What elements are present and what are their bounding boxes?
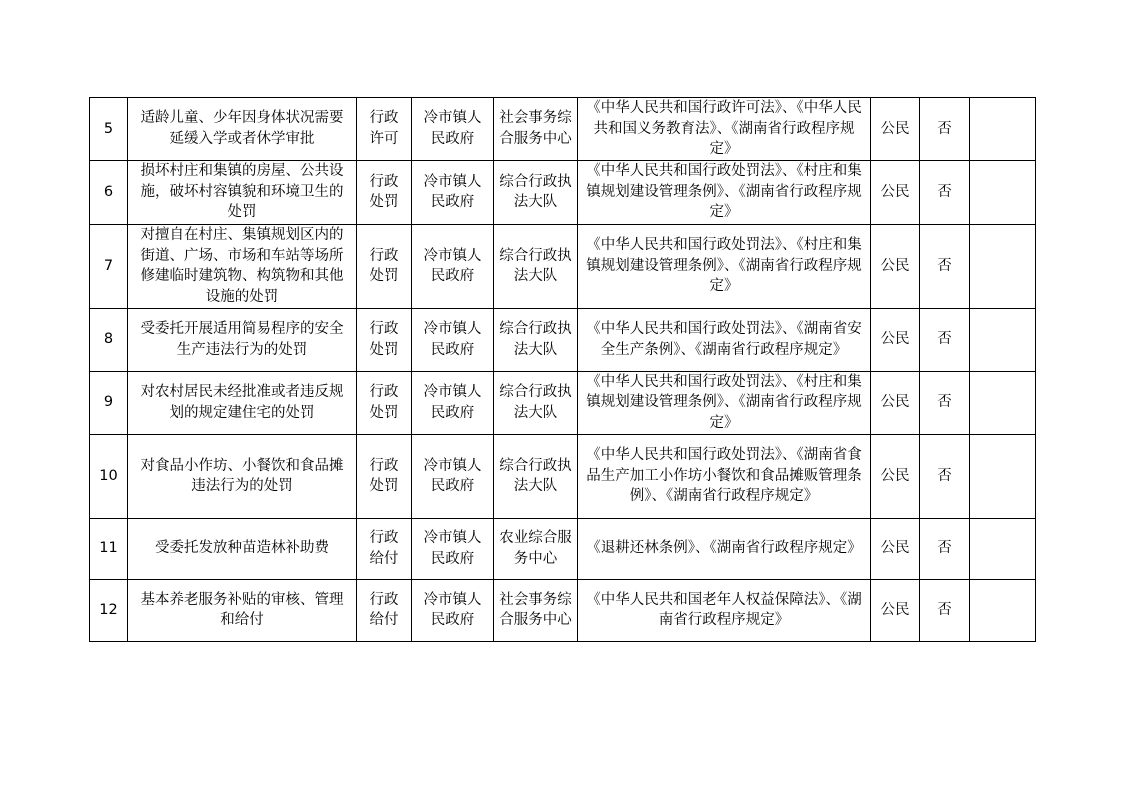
implementing-authority-cell: 冷市镇人民政府 <box>412 224 494 308</box>
flag-value-cell: 否 <box>920 160 970 224</box>
remarks-cell <box>970 518 1036 579</box>
legal-basis-cell: 《中华人民共和国行政处罚法》、《村庄和集镇规划建设管理条例》、《湖南省行政程序规定》 <box>578 224 871 308</box>
table-row <box>90 224 1036 308</box>
implementing-authority-cell: 冷市镇人民政府 <box>412 579 494 641</box>
service-target-cell: 公民 <box>871 371 920 434</box>
row-number-cell: 9 <box>90 371 128 434</box>
table-body <box>90 98 1036 642</box>
legal-basis-cell: 《中华人民共和国行政处罚法》、《村庄和集镇规划建设管理条例》、《湖南省行政程序规定》 <box>578 160 871 224</box>
remarks-cell <box>970 98 1036 161</box>
responsible-department-cell: 综合行政执法大队 <box>494 160 578 224</box>
table-row <box>90 160 1036 224</box>
row-number-cell: 11 <box>90 518 128 579</box>
flag-value-cell: 否 <box>920 518 970 579</box>
remarks-cell <box>970 371 1036 434</box>
item-type-cell: 行政给付 <box>357 518 412 579</box>
responsible-department-cell: 综合行政执法大队 <box>494 224 578 308</box>
implementing-authority-cell: 冷市镇人民政府 <box>412 98 494 161</box>
flag-value-cell: 否 <box>920 371 970 434</box>
implementing-authority-cell: 冷市镇人民政府 <box>412 434 494 518</box>
implementing-authority-cell: 冷市镇人民政府 <box>412 160 494 224</box>
row-number-cell: 10 <box>90 434 128 518</box>
item-type-cell: 行政处罚 <box>357 371 412 434</box>
item-type-cell: 行政给付 <box>357 579 412 641</box>
remarks-cell <box>970 308 1036 371</box>
implementing-authority-cell: 冷市镇人民政府 <box>412 371 494 434</box>
item-name-cell: 对擅自在村庄、集镇规划区内的街道、广场、市场和车站等场所修建临时建筑物、构筑物和其他设施的处罚 <box>128 224 357 308</box>
service-target-cell: 公民 <box>871 308 920 371</box>
legal-basis-cell: 《中华人民共和国老年人权益保障法》、《湖南省行政程序规定》 <box>578 579 871 641</box>
legal-basis-cell: 《中华人民共和国行政处罚法》、《湖南省安全生产条例》、《湖南省行政程序规定》 <box>578 308 871 371</box>
legal-basis-cell: 《退耕还林条例》、《湖南省行政程序规定》 <box>578 518 871 579</box>
row-number-cell: 7 <box>90 224 128 308</box>
remarks-cell <box>970 224 1036 308</box>
table-row <box>90 98 1036 161</box>
service-target-cell: 公民 <box>871 160 920 224</box>
legal-basis-cell: 《中华人民共和国行政处罚法》、《村庄和集镇规划建设管理条例》、《湖南省行政程序规定》 <box>578 371 871 434</box>
service-target-cell: 公民 <box>871 518 920 579</box>
service-target-cell: 公民 <box>871 434 920 518</box>
remarks-cell <box>970 579 1036 641</box>
table-row <box>90 434 1036 518</box>
responsible-department-cell: 社会事务综合服务中心 <box>494 579 578 641</box>
service-target-cell: 公民 <box>871 579 920 641</box>
item-name-cell: 对农村居民未经批准或者违反规划的规定建住宅的处罚 <box>128 371 357 434</box>
item-name-cell: 适龄儿童、少年因身体状况需要延缓入学或者休学审批 <box>128 98 357 161</box>
row-number-cell: 6 <box>90 160 128 224</box>
flag-value-cell: 否 <box>920 434 970 518</box>
items-table <box>89 97 1036 642</box>
responsible-department-cell: 综合行政执法大队 <box>494 434 578 518</box>
remarks-cell <box>970 160 1036 224</box>
responsible-department-cell: 综合行政执法大队 <box>494 308 578 371</box>
implementing-authority-cell: 冷市镇人民政府 <box>412 308 494 371</box>
table-row <box>90 518 1036 579</box>
legal-basis-cell: 《中华人民共和国行政处罚法》、《湖南省食品生产加工小作坊小餐饮和食品摊贩管理条例》、《湖南省行政程序规定》 <box>578 434 871 518</box>
flag-value-cell: 否 <box>920 98 970 161</box>
table-row <box>90 579 1036 641</box>
item-name-cell: 受委托开展适用简易程序的安全生产违法行为的处罚 <box>128 308 357 371</box>
flag-value-cell: 否 <box>920 308 970 371</box>
service-target-cell: 公民 <box>871 224 920 308</box>
flag-value-cell: 否 <box>920 224 970 308</box>
table-row <box>90 308 1036 371</box>
row-number-cell: 8 <box>90 308 128 371</box>
remarks-cell <box>970 434 1036 518</box>
item-type-cell: 行政许可 <box>357 98 412 161</box>
item-name-cell: 基本养老服务补贴的审核、管理和给付 <box>128 579 357 641</box>
row-number-cell: 5 <box>90 98 128 161</box>
item-name-cell: 对食品小作坊、小餐饮和食品摊违法行为的处罚 <box>128 434 357 518</box>
service-target-cell: 公民 <box>871 98 920 161</box>
responsible-department-cell: 综合行政执法大队 <box>494 371 578 434</box>
item-name-cell: 损坏村庄和集镇的房屋、公共设施，破坏村容镇貌和环境卫生的处罚 <box>128 160 357 224</box>
responsible-department-cell: 社会事务综合服务中心 <box>494 98 578 161</box>
table-row <box>90 371 1036 434</box>
responsible-department-cell: 农业综合服务中心 <box>494 518 578 579</box>
implementing-authority-cell: 冷市镇人民政府 <box>412 518 494 579</box>
legal-basis-cell: 《中华人民共和国行政许可法》、《中华人民共和国义务教育法》、《湖南省行政程序规定》 <box>578 98 871 161</box>
item-type-cell: 行政处罚 <box>357 434 412 518</box>
item-type-cell: 行政处罚 <box>357 308 412 371</box>
item-type-cell: 行政处罚 <box>357 160 412 224</box>
flag-value-cell: 否 <box>920 579 970 641</box>
item-name-cell: 受委托发放种苗造林补助费 <box>128 518 357 579</box>
row-number-cell: 12 <box>90 579 128 641</box>
item-type-cell: 行政处罚 <box>357 224 412 308</box>
